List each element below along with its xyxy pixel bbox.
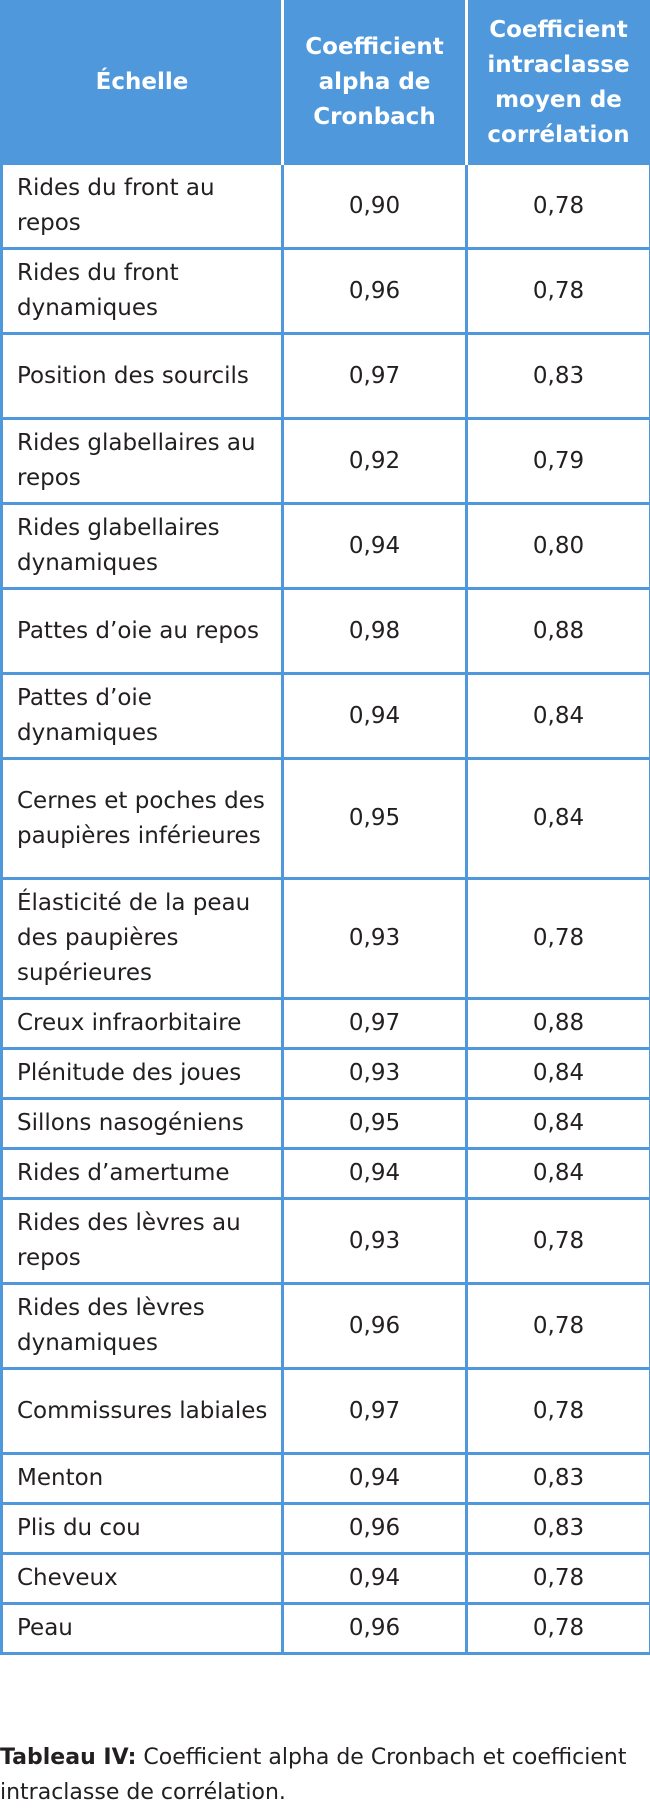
scale-cell: Rides glabellaires dynamiques [2, 504, 283, 589]
icc-cell: 0,83 [467, 334, 650, 419]
alpha-cell: 0,94 [283, 674, 467, 759]
icc-cell: 0,78 [467, 1604, 650, 1654]
scale-cell: Rides d’amertume [2, 1149, 283, 1199]
table-row [2, 999, 650, 1049]
icc-cell: 0,78 [467, 1369, 650, 1454]
table-header-row [2, 2, 650, 164]
scale-cell: Commissures labiales [2, 1369, 283, 1454]
alpha-cell: 0,97 [283, 1369, 467, 1454]
scale-cell: Rides glabellaires au repos [2, 419, 283, 504]
table-row [2, 1454, 650, 1504]
table-row [2, 1284, 650, 1369]
table-row [2, 419, 650, 504]
table-row [2, 249, 650, 334]
icc-cell: 0,84 [467, 1099, 650, 1149]
alpha-cell: 0,93 [283, 1049, 467, 1099]
icc-cell: 0,83 [467, 1504, 650, 1554]
alpha-cell: 0,96 [283, 1604, 467, 1654]
scale-cell: Peau [2, 1604, 283, 1654]
scale-cell: Pattes d’oie dynamiques [2, 674, 283, 759]
table-row [2, 504, 650, 589]
alpha-cell: 0,90 [283, 164, 467, 249]
alpha-cell: 0,98 [283, 589, 467, 674]
table-row [2, 1504, 650, 1554]
table-caption [0, 1740, 650, 1810]
scale-cell: Plis du cou [2, 1504, 283, 1554]
scale-cell: Rides du front dynamiques [2, 249, 283, 334]
scale-cell: Rides des lèvres dynamiques [2, 1284, 283, 1369]
scale-cell: Sillons nasogéniens [2, 1099, 283, 1149]
table-row [2, 1049, 650, 1099]
table-row [2, 1149, 650, 1199]
header-icc: Coefficient intraclasse moyen de corrélation [467, 2, 650, 164]
caption-text: Coefficient alpha de Cronbach et coefficient intraclasse de corrélation. [0, 1745, 626, 1805]
scale-cell: Creux infraorbitaire [2, 999, 283, 1049]
icc-cell: 0,84 [467, 674, 650, 759]
table-row [2, 1554, 650, 1604]
icc-cell: 0,78 [467, 1554, 650, 1604]
alpha-cell: 0,94 [283, 1149, 467, 1199]
icc-cell: 0,84 [467, 1149, 650, 1199]
icc-cell: 0,78 [467, 879, 650, 999]
alpha-cell: 0,97 [283, 999, 467, 1049]
alpha-cell: 0,92 [283, 419, 467, 504]
alpha-cell: 0,94 [283, 504, 467, 589]
icc-cell: 0,78 [467, 249, 650, 334]
table-row [2, 334, 650, 419]
scale-cell: Menton [2, 1454, 283, 1504]
icc-cell: 0,88 [467, 589, 650, 674]
icc-cell: 0,84 [467, 1049, 650, 1099]
alpha-cell: 0,94 [283, 1454, 467, 1504]
icc-cell: 0,88 [467, 999, 650, 1049]
alpha-cell: 0,96 [283, 249, 467, 334]
table-row [2, 589, 650, 674]
table-row [2, 1199, 650, 1284]
table-row [2, 674, 650, 759]
icc-cell: 0,83 [467, 1454, 650, 1504]
scale-cell: Position des sourcils [2, 334, 283, 419]
caption-label: Tableau IV: [0, 1745, 136, 1770]
alpha-cell: 0,95 [283, 1099, 467, 1149]
alpha-cell: 0,96 [283, 1504, 467, 1554]
alpha-cell: 0,97 [283, 334, 467, 419]
icc-cell: 0,84 [467, 759, 650, 879]
alpha-cell: 0,93 [283, 1199, 467, 1284]
scale-cell: Cernes et poches des paupières inférieures [2, 759, 283, 879]
alpha-cell: 0,93 [283, 879, 467, 999]
icc-cell: 0,78 [467, 1284, 650, 1369]
header-alpha: Coefficient alpha de Cronbach [283, 2, 467, 164]
scale-cell: Cheveux [2, 1554, 283, 1604]
table-row [2, 1604, 650, 1654]
table-row [2, 879, 650, 999]
alpha-cell: 0,96 [283, 1284, 467, 1369]
table-row [2, 1369, 650, 1454]
scale-cell: Rides du front au repos [2, 164, 283, 249]
scale-cell: Plénitude des joues [2, 1049, 283, 1099]
table-row [2, 164, 650, 249]
scale-cell: Pattes d’oie au repos [2, 589, 283, 674]
icc-cell: 0,79 [467, 419, 650, 504]
scale-cell: Élasticité de la peau des paupières supérieures [2, 879, 283, 999]
icc-cell: 0,78 [467, 164, 650, 249]
header-scale: Échelle [2, 2, 283, 164]
icc-cell: 0,78 [467, 1199, 650, 1284]
scale-cell: Rides des lèvres au repos [2, 1199, 283, 1284]
alpha-cell: 0,95 [283, 759, 467, 879]
table-row [2, 759, 650, 879]
alpha-cell: 0,94 [283, 1554, 467, 1604]
table-row [2, 1099, 650, 1149]
icc-cell: 0,80 [467, 504, 650, 589]
